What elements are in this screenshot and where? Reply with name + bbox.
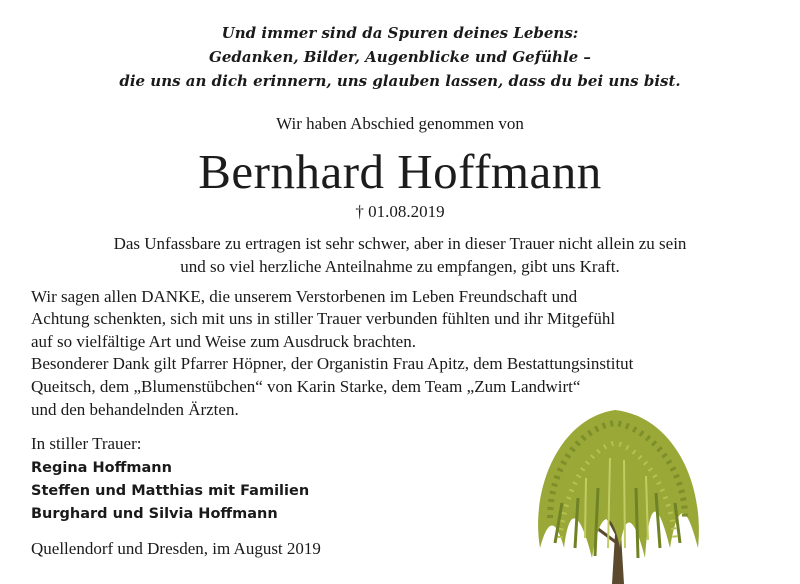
thanks-line: auf so vielfältige Art und Weise zum Ausdruck brachten. bbox=[31, 332, 416, 351]
weeping-willow-icon bbox=[520, 398, 710, 584]
deceased-name: Bernhard Hoffmann bbox=[198, 144, 602, 199]
thanks-line: Wir sagen allen DANKE, die unserem Verstorbenen im Leben Freundschaft und bbox=[31, 287, 578, 306]
foliage bbox=[538, 410, 699, 558]
place-date: Quellendorf und Dresden, im August 2019 bbox=[31, 539, 321, 558]
thanks-line: Queitsch, dem „Blumenstübchen“ von Karin Starke, dem Team „Zum Landwirt“ bbox=[31, 377, 581, 396]
thanks-line: Achtung schenkten, sich mit uns in stiller Trauer verbunden fühlten und ihr Mitgefühl bbox=[31, 309, 616, 328]
verse-line: die uns an dich erinnern, uns glauben lassen, dass du bei uns bist. bbox=[119, 72, 681, 90]
verse-line: Und immer sind da Spuren deines Lebens: bbox=[221, 24, 579, 42]
condolence-line: und so viel herzliche Anteilnahme zu empfangen, gibt uns Kraft. bbox=[180, 257, 620, 276]
verse-line: Gedanken, Bilder, Augenblicke und Gefühle – bbox=[209, 48, 591, 66]
thanks-line: und den behandelnden Ärzten. bbox=[31, 400, 239, 419]
mourner-name: Burghard und Silvia Hoffmann bbox=[31, 506, 278, 522]
death-date: † 01.08.2019 bbox=[355, 202, 445, 221]
intro-text: Wir haben Abschied genommen von bbox=[276, 114, 524, 133]
thanks-line: Besonderer Dank gilt Pfarrer Höpner, der Organistin Frau Apitz, dem Bestattungsinstitut bbox=[31, 354, 634, 373]
mourning-label: In stiller Trauer: bbox=[31, 434, 142, 453]
condolence-line: Das Unfassbare zu ertragen ist sehr schwer, aber in dieser Trauer nicht allein zu sein bbox=[113, 234, 687, 253]
mourner-name: Steffen und Matthias mit Familien bbox=[31, 483, 310, 499]
mourner-name: Regina Hoffmann bbox=[31, 460, 172, 476]
